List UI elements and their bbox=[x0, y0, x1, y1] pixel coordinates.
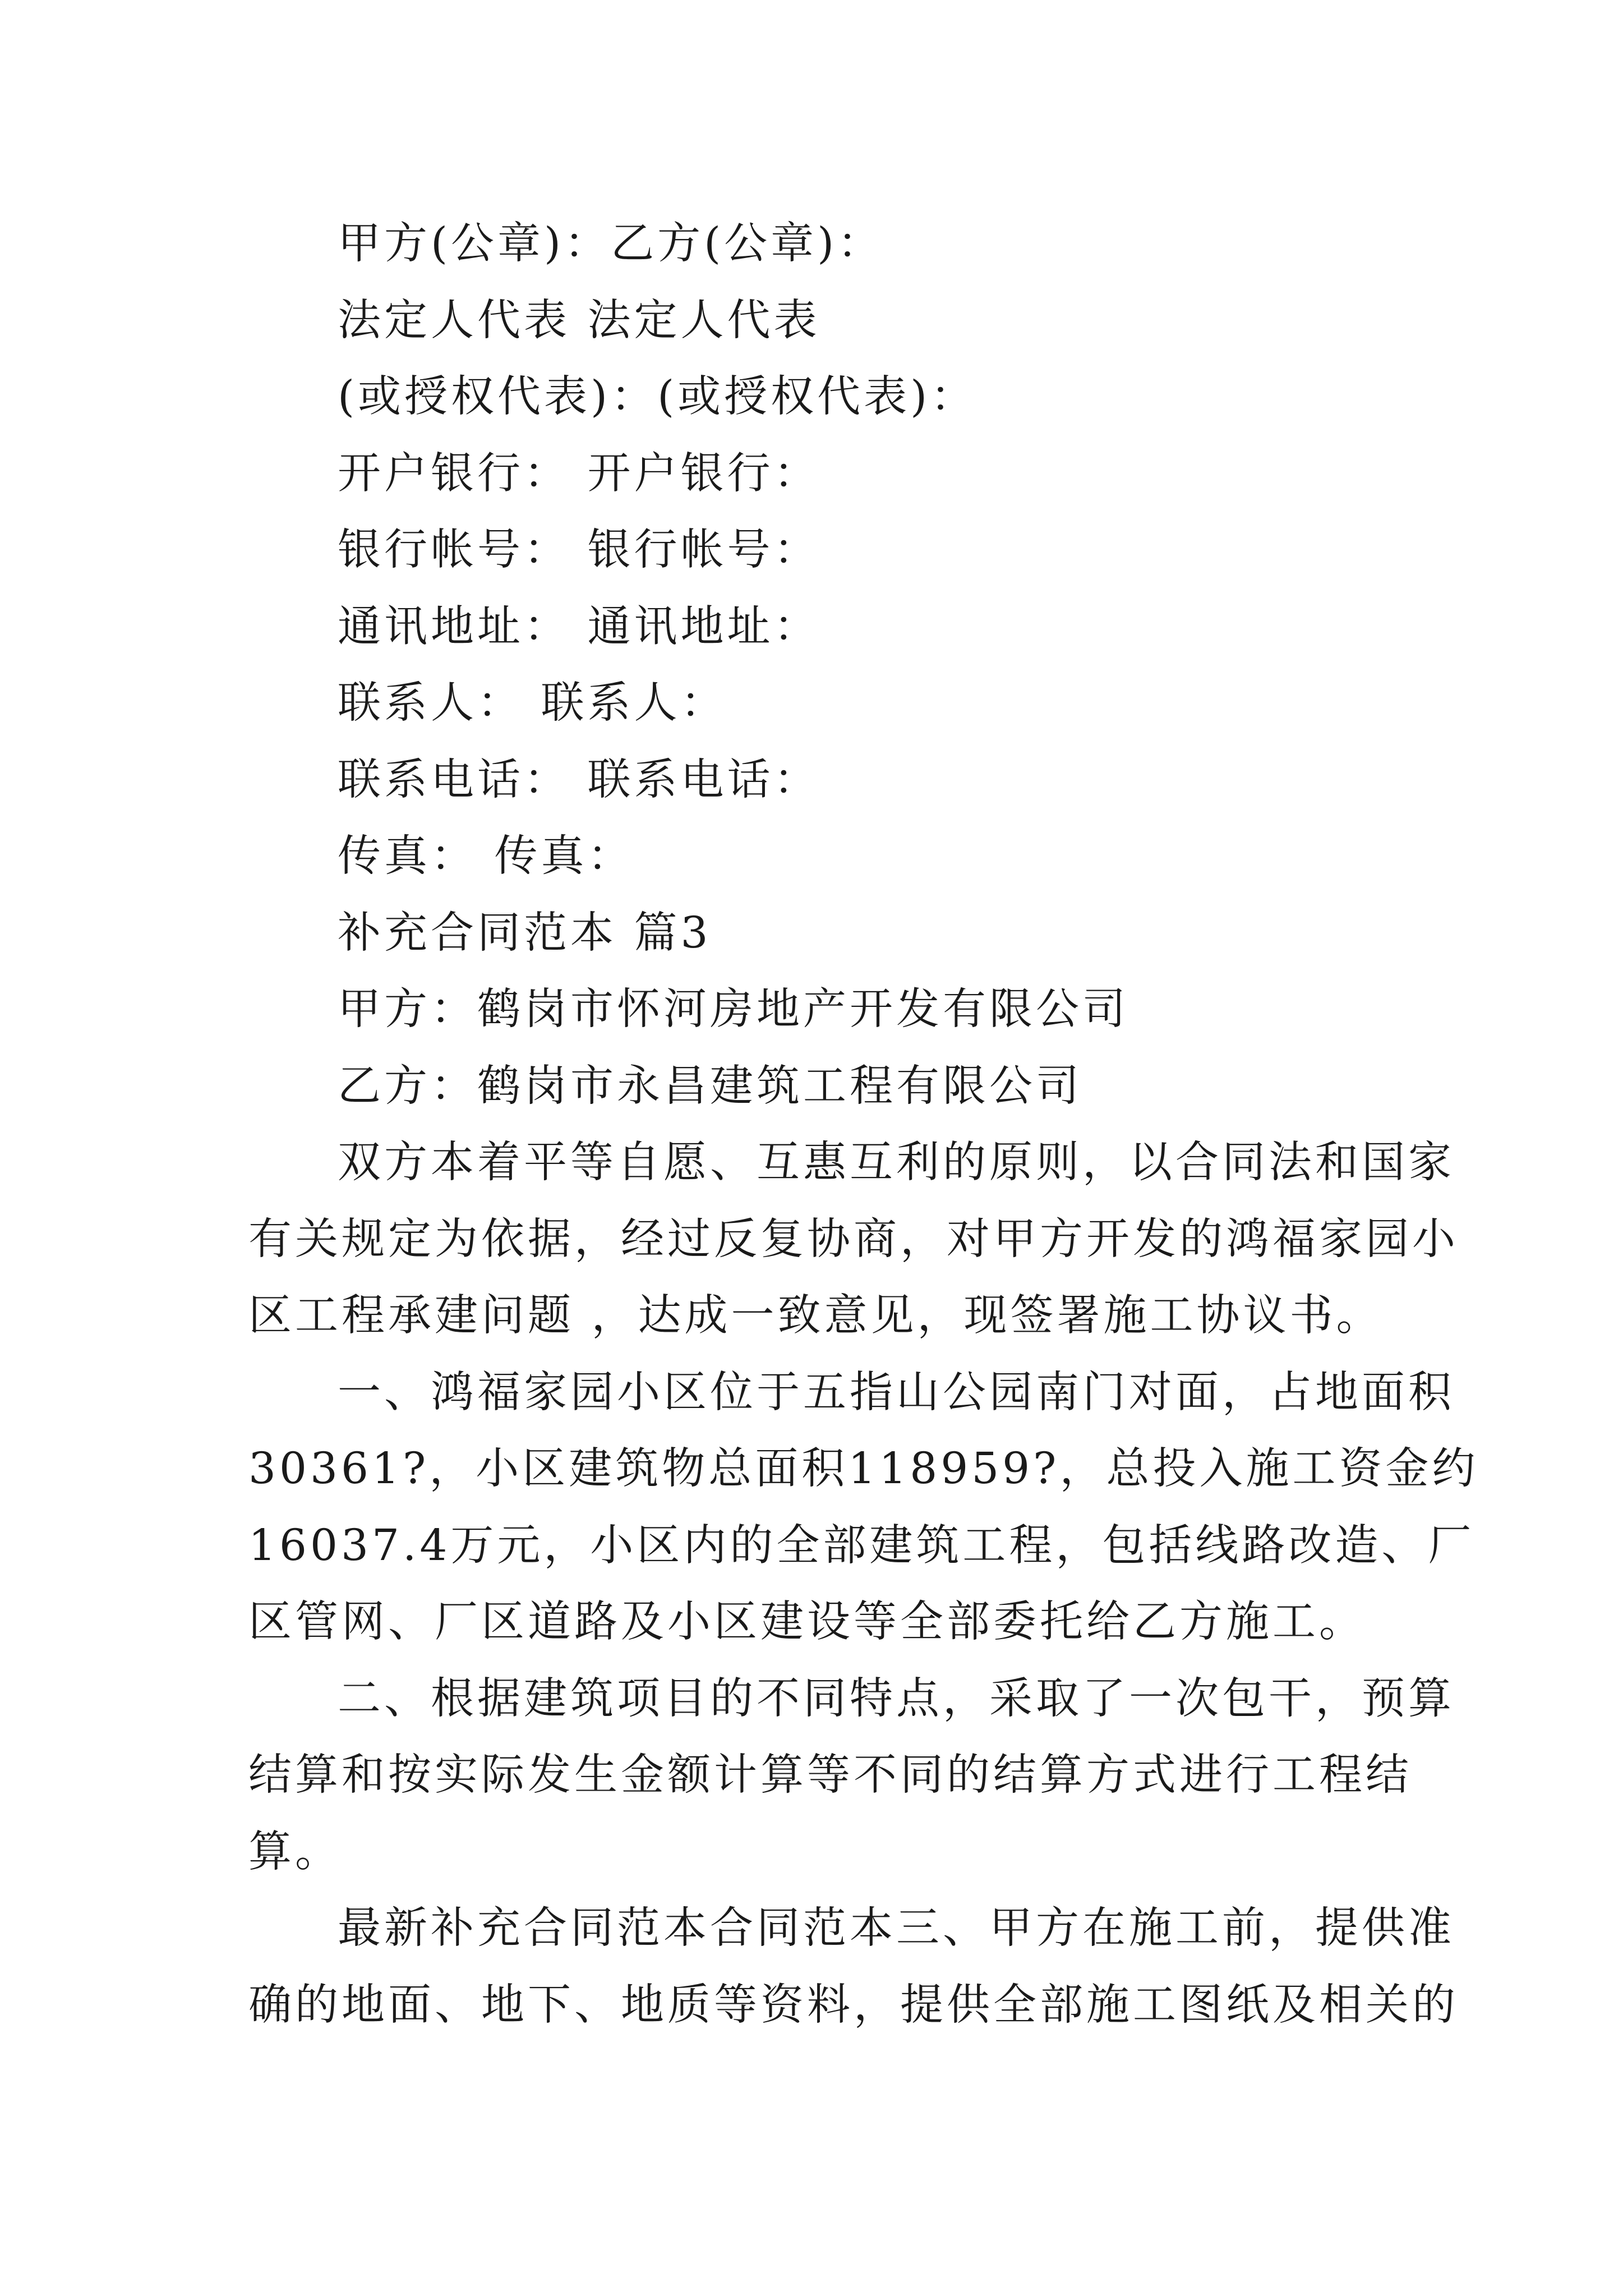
paragraph-line: 区工程承建问题 ，达成一致意见，现签署施工协议书。 bbox=[248, 1291, 1383, 1341]
legal-representative-line: 法定人代表 法定人代表 bbox=[338, 296, 820, 346]
authorized-representative-line: (或授权代表)：(或授权代表)： bbox=[338, 372, 978, 422]
party-b-line: 乙方：鹤岗市永昌建筑工程有限公司 bbox=[338, 1061, 1082, 1111]
contact-phone-line: 联系电话： 联系电话： bbox=[338, 755, 820, 805]
party-a-line: 甲方：鹤岗市怀河房地产开发有限公司 bbox=[338, 984, 1129, 1034]
paragraph-line: 算。 bbox=[248, 1827, 342, 1877]
paragraph-line: 双方本着平等自愿、互惠互利的原则，以合同法和国家 bbox=[338, 1138, 1455, 1188]
paragraph-line: 二、根据建筑项目的不同特点，采取了一次包干，预算 bbox=[338, 1674, 1455, 1724]
paragraph-line: 最新补充合同范本合同范本三、甲方在施工前，提供准 bbox=[338, 1903, 1455, 1953]
paragraph-line: 一、鸿福家园小区位于五指山公园南门对面，占地面积 bbox=[338, 1368, 1455, 1418]
address-line: 通讯地址： 通讯地址： bbox=[338, 602, 820, 652]
paragraph-line: 区管网、厂区道路及小区建设等全部委托给乙方施工。 bbox=[248, 1597, 1366, 1647]
bank-line: 开户银行： 开户银行： bbox=[338, 449, 820, 499]
fax-line: 传真： 传真： bbox=[338, 831, 634, 881]
paragraph-line: 30361?，小区建筑物总面积118959?，总投入施工资金约 bbox=[248, 1444, 1479, 1494]
section-heading: 补充合同范本 篇3 bbox=[338, 908, 712, 958]
paragraph-line: 结算和按实际发生金额计算等不同的结算方式进行工程结 bbox=[248, 1750, 1412, 1800]
paragraph-line: 有关规定为依据，经过反复协商，对甲方开发的鸿福家园小 bbox=[248, 1214, 1459, 1264]
signature-party-line: 甲方(公章)：乙方(公章)： bbox=[338, 219, 884, 269]
contact-person-line: 联系人： 联系人： bbox=[338, 678, 727, 728]
paragraph-line: 16037.4万元，小区内的全部建筑工程，包括线路改造、厂 bbox=[248, 1521, 1475, 1571]
bank-account-line: 银行帐号： 银行帐号： bbox=[338, 525, 820, 575]
paragraph-line: 确的地面、地下、地质等资料，提供全部施工图纸及相关的 bbox=[248, 1980, 1459, 2030]
